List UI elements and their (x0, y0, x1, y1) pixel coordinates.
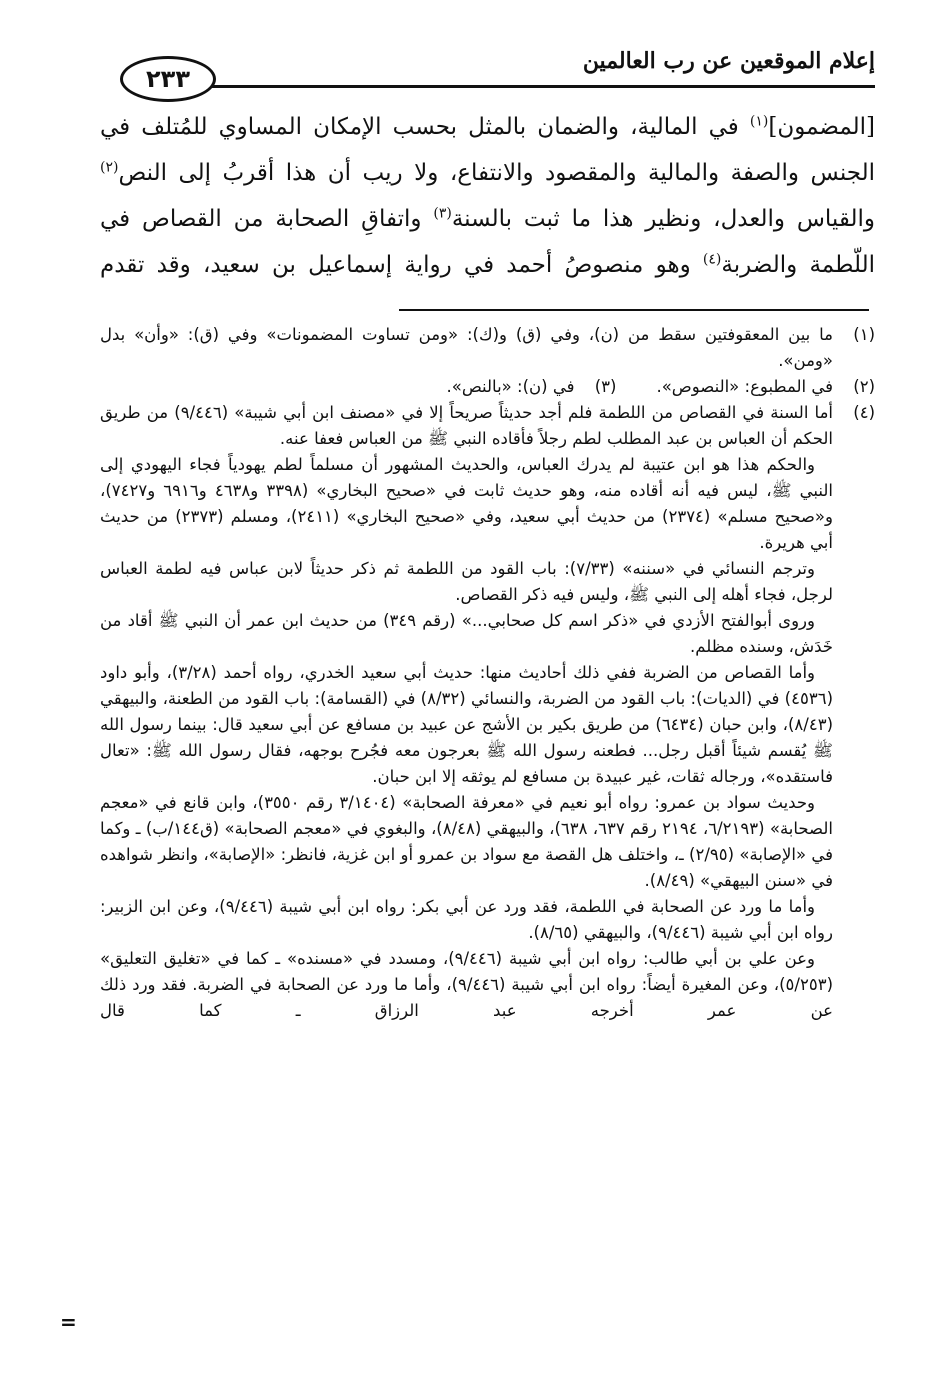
footnote-marker: (٤) (702, 251, 722, 268)
footnote-4 (100, 400, 875, 452)
footnote-1 (100, 322, 875, 374)
body-line: [المضمون]$^{(١)}$ في المالية، والضمان بالمثل بحسب الإمكان المساوي للمُتلف في (100, 113, 875, 140)
page-number: ٢٣٣ (120, 56, 216, 102)
body-line: اللّطمة والضربة$^{(٤)}$ وهو منصوصُ أحمد في رواية إسماعيل بن سعيد، وقد تقدم (100, 251, 875, 278)
footnote-marker: (٢) (100, 159, 119, 176)
body-line: الجنس والصفة والمالية والمقصود والانتفاع، ولا ريب أن هذا أقربُ إلى النص$^{(٢)}$ (100, 159, 875, 186)
footnote-marker: (٣) (433, 205, 452, 222)
continuation-mark: = (60, 1310, 77, 1334)
footnote-3 (447, 374, 617, 400)
footnote-2 (656, 374, 875, 400)
footnote-paragraph: وحديث سواد بن عمرو: رواه أبو نعيم في «معرفة الصحابة» (٣/١٤٠٤ رقم ٣٥٥٠)، وابن قانع في «معجم الصحابة» (٦/٢١٩٣، ٢١٩٤ رقم ٦٣٧، ٦٣٨)، والبيهقي (٨/٤٨)، والبغوي في «معجم الصحابة» (ق١٤٤/ب) ـ وكما في «الإصابة» (٢/٩٥) ـ، واختلف هل القصة مع سواد بن عمرو أو ابن غزية، فانظر: «الإصابة»، وانظر شواهده في «سنن البيهقي» (٨/٤٩). (100, 793, 833, 890)
footnote-paragraph: والحكم هذا هو ابن عتيبة لم يدرك العباس، والحديث المشهور أن مسلماً لطم يهودياً فجاء اليهودي إلى النبي ﷺ، ليس فيه أنه أقاده منه، وهو حديث ثابت في «صحيح البخاري» (٣٣٩٨ و٤٦٣٨ و٦٩١٦ و٧٤٢٧)، و«صحيح مسلم» (٢٣٧٤) من حديث أبي سعيد، وفي «صحيح البخاري» (٢٤١١)، ومسلم (٢٣٧٣) من حديث أبي هريرة. (100, 455, 833, 552)
footnote-text: في المطبوع: «النصوص». (656, 377, 833, 396)
header-rule (160, 85, 875, 88)
footnote-number: (٣) (594, 377, 617, 396)
main-body-text (100, 104, 875, 288)
footnote-paragraph: وترجم النسائي في «سننه» (٧/٣٣): باب القود من اللطمة ثم ذكر حديثاً لابن عباس فيه لطمة العباس لرجل، فجاء أهله إلى النبي ﷺ، وليس فيه ذكر القصاص. (100, 559, 833, 604)
footnote-text: في (ن): «بالنص». (446, 377, 575, 396)
page-header (100, 40, 875, 100)
body-line: والقياس والعدل، ونظير هذا ما ثبت بالسنة$^{(٣)}$ واتفاقِ الصحابة من القصاص في (100, 205, 875, 232)
footnotes (100, 322, 875, 1024)
footnote-divider (399, 309, 869, 311)
footnote-number: (١) (853, 325, 875, 344)
footnote-text: أما السنة في القصاص من اللطمة فلم أجد حديثاً صريحاً إلا في «مصنف ابن أبي شيبة» (٩/٤٤٦) من طريق الحكم أن العباس بن عبد المطلب لطم رجلاً فأقاده النبي ﷺ من العباس فعفا عنه. (100, 403, 833, 448)
footnote-paragraph: وأما القصاص من الضربة ففي ذلك أحاديث منها: حديث أبي سعيد الخدري، رواه أحمد (٣/٢٨)، وأبو داود (٤٥٣٦) في (الديات): باب القود من الضربة، والنسائي (٨/٣٢) في (القسامة): باب القود من الطعنة، والبيهقي (٨/٤٣)، وابن حبان (٦٤٣٤) من طريق بكير بن الأشج عن عبيد بن مسافع عن أبي سعيد قال: بينما رسول الله ﷺ يُقسم شيئاً أقبل رجل... فطعنه رسول الله ﷺ بعرجون معه فجُرح بوجهه، فقال رسول الله ﷺ: «تعال فاستقده»، ورجاله ثقات، غير عبيدة بن مسافع لم يوثقه إلا ابن حبان. (100, 663, 833, 786)
footnote-marker: (١) (749, 113, 769, 130)
footnote-pair (100, 374, 875, 400)
footnote-paragraph: وأما ما ورد عن الصحابة في اللطمة، فقد ورد عن أبي بكر: رواه ابن أبي شيبة (٩/٤٤٦)، وعن ابن الزبير: رواه ابن أبي شيبة (٩/٤٤٦)، والبيهقي (٨/٦٥). (100, 897, 833, 942)
footnote-paragraph: وروى أبوالفتح الأزدي في «ذكر اسم كل صحابي...» (رقم ٣٤٩) من حديث ابن عمر أن النبي ﷺ أقاد من خَدَش، وسنده مظلم. (100, 611, 833, 656)
running-title: إعلام الموقعين عن رب العالمين (582, 48, 875, 74)
footnote-number: (٤) (853, 403, 875, 422)
footnote-text: ما بين المعقوفتين سقط من (ن)، وفي (ق) و(ك): «ومن تساوت المضمونات» وفي (ق): «وأن» بدل «ومن». (100, 325, 833, 370)
footnote-number: (٢) (853, 377, 875, 396)
footnote-paragraph: وعن علي بن أبي طالب: رواه ابن أبي شيبة (٩/٤٤٦)، ومسدد في «مسنده» ـ كما في «تغليق التعليق» (٥/٢٥٣)، وعن المغيرة أيضاً: رواه ابن أبي شيبة (٩/٤٤٦)، وأما ما ورد عن الصحابة في الضربة. فقد ورد ذلك عن عمر أخرجه عبد الرزاق ـ كما قال (100, 949, 833, 1020)
